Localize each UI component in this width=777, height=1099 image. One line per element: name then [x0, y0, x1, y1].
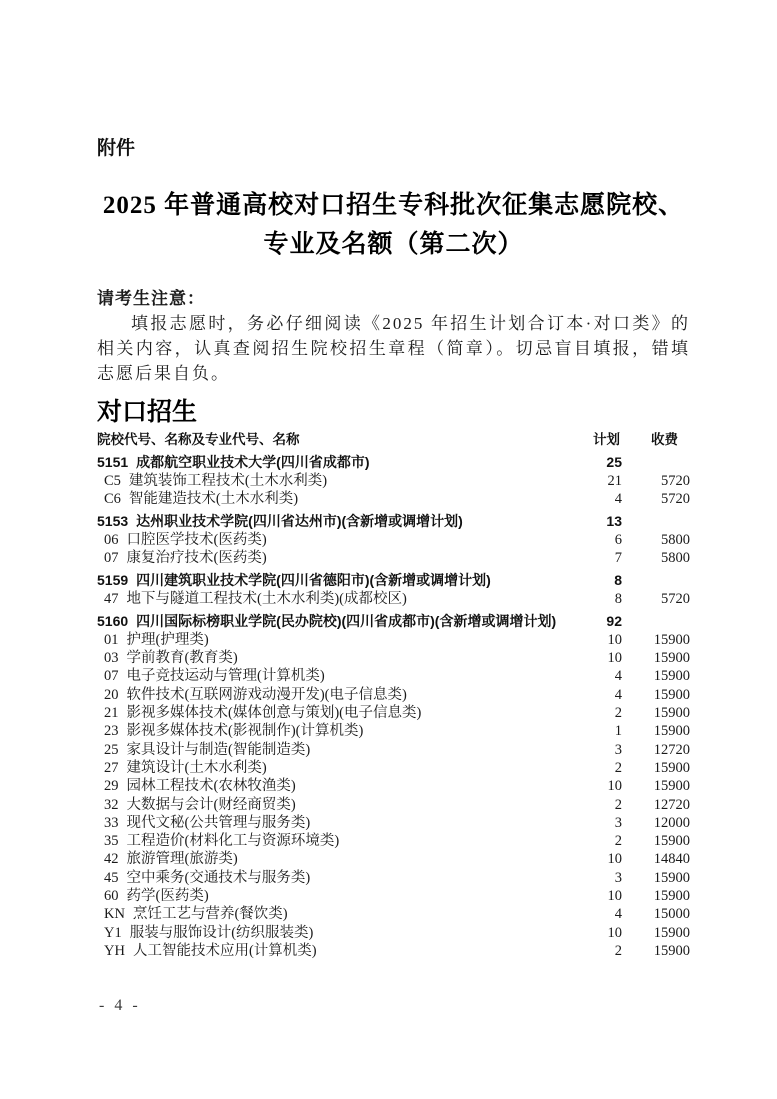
major-row	[97, 850, 690, 868]
major-row	[97, 796, 690, 814]
major-row	[97, 905, 690, 923]
school-row	[97, 612, 690, 631]
major-fee: 12720	[653, 796, 690, 813]
document-title	[97, 186, 690, 264]
major-name-cell	[97, 777, 574, 795]
major-name-cell	[97, 759, 574, 777]
school-row	[97, 512, 690, 531]
major-fee: 15900	[653, 924, 690, 941]
major-name-cell	[97, 942, 574, 960]
major-code: 45	[104, 869, 119, 886]
major-code: 32	[104, 796, 119, 813]
school-name: 四川国际标榜职业学院(民办院校)(四川省成都市)(含新增或调增计划)	[136, 613, 557, 630]
major-code: 60	[104, 888, 119, 905]
major-code: 47	[104, 590, 119, 607]
majors-list	[97, 631, 690, 960]
major-code: 27	[104, 759, 119, 776]
major-code: KN	[104, 906, 125, 923]
major-plan-count: 8	[614, 590, 622, 607]
major-name: 大数据与会计(财经商贸类)	[126, 796, 296, 813]
major-code: 07	[104, 550, 119, 567]
column-header-fee: 收费	[651, 432, 678, 447]
school-code: 5151	[97, 454, 129, 470]
major-name: 工程造价(材料化工与资源环境类)	[126, 833, 340, 850]
school-name: 达州职业技术学院(四川省达州市)(含新增或调增计划)	[136, 513, 463, 530]
major-plan-count: 10	[607, 631, 622, 648]
major-code: 29	[104, 778, 119, 795]
major-row	[97, 686, 690, 704]
major-row	[97, 741, 690, 759]
major-name-cell	[97, 704, 574, 722]
major-plan-count: 10	[607, 650, 622, 667]
major-fee: 5800	[661, 550, 690, 567]
column-header-name: 院校代号、名称及专业代号、名称	[97, 432, 300, 447]
school-name-cell	[97, 512, 574, 531]
major-row	[97, 722, 690, 740]
major-plan-count: 3	[614, 741, 622, 758]
major-name: 软件技术(互联网游戏动漫开发)(电子信息类)	[126, 686, 407, 703]
major-code: 35	[104, 833, 119, 850]
major-name: 旅游管理(旅游类)	[126, 851, 238, 868]
major-name-cell	[97, 686, 574, 704]
major-name: 口腔医学技术(医药类)	[126, 531, 267, 548]
major-fee: 15900	[653, 778, 690, 795]
major-fee: 15900	[653, 888, 690, 905]
school-name-cell	[97, 453, 574, 472]
major-name: 烹饪工艺与营养(餐饮类)	[132, 906, 288, 923]
major-name: 护理(护理类)	[126, 631, 209, 648]
major-plan-count: 10	[607, 851, 622, 868]
major-name-cell	[97, 869, 574, 887]
school-plan-count: 92	[606, 613, 622, 630]
major-code: 25	[104, 741, 119, 758]
major-code: 01	[104, 631, 119, 648]
major-name-cell	[97, 490, 574, 508]
majors-list	[97, 472, 690, 509]
major-name-cell	[97, 832, 574, 850]
title-line-1: 2025 年普通高校对口招生专科批次征集志愿院校、	[102, 192, 685, 219]
school-plan-count: 13	[606, 513, 622, 530]
major-fee: 12720	[653, 741, 690, 758]
candidate-notice	[97, 286, 690, 386]
major-plan-count: 2	[614, 942, 622, 959]
major-fee: 15900	[653, 686, 690, 703]
school-name: 成都航空职业技术大学(四川省成都市)	[136, 454, 370, 470]
major-name-cell	[97, 741, 574, 759]
admissions-table	[97, 432, 690, 960]
major-row	[97, 869, 690, 887]
column-header-plan: 计划	[593, 432, 620, 447]
major-row	[97, 832, 690, 850]
major-name: 影视多媒体技术(媒体创意与策划)(电子信息类)	[126, 705, 422, 722]
school-row	[97, 453, 690, 472]
major-fee: 14840	[653, 851, 690, 868]
major-code: 42	[104, 851, 119, 868]
major-row	[97, 759, 690, 777]
major-code: 33	[104, 814, 119, 831]
major-row	[97, 631, 690, 649]
major-name: 园林工程技术(农林牧渔类)	[126, 778, 296, 795]
major-plan-count: 3	[614, 869, 622, 886]
major-plan-count: 4	[614, 668, 622, 685]
major-name-cell	[97, 924, 574, 942]
major-code: 20	[104, 686, 119, 703]
major-name: 地下与隧道工程技术(土木水利类)(成都校区)	[126, 590, 407, 607]
major-name-cell	[97, 590, 574, 608]
major-name-cell	[97, 722, 574, 740]
school-code: 5159	[97, 572, 129, 589]
major-plan-count: 1	[614, 723, 622, 740]
major-row	[97, 704, 690, 722]
attachment-label: 附件	[97, 138, 136, 159]
majors-list	[97, 531, 690, 568]
major-row	[97, 649, 690, 667]
major-fee: 15900	[653, 869, 690, 886]
major-code: Y1	[104, 924, 122, 941]
notice-body: 填报志愿时，务必仔细阅读《2025 年招生计划合订本·对口类》的相关内容，认真查阅招生院校招生章程（简章）。切忌盲目填报，错填志愿后果自负。	[97, 314, 690, 383]
major-plan-count: 3	[614, 814, 622, 831]
major-fee: 15900	[653, 650, 690, 667]
major-name: 康复治疗技术(医药类)	[126, 550, 267, 567]
major-code: 23	[104, 723, 119, 740]
major-plan-count: 4	[614, 686, 622, 703]
major-plan-count: 6	[614, 531, 622, 548]
major-name: 家具设计与制造(智能制造类)	[126, 741, 311, 758]
major-name-cell	[97, 887, 574, 905]
major-name: 人工智能技术应用(计算机类)	[132, 942, 317, 959]
major-name: 服装与服饰设计(纺织服装类)	[129, 924, 314, 941]
major-name: 学前教育(教育类)	[126, 650, 238, 667]
major-fee: 12000	[653, 814, 690, 831]
major-fee: 5720	[661, 472, 690, 489]
majors-list	[97, 590, 690, 608]
major-name: 建筑设计(土木水利类)	[126, 759, 267, 776]
major-name: 空中乘务(交通技术与服务类)	[126, 869, 311, 886]
major-plan-count: 2	[614, 796, 622, 813]
major-code: 07	[104, 668, 119, 685]
major-name: 电子竞技运动与管理(计算机类)	[126, 668, 325, 685]
major-plan-count: 10	[607, 924, 622, 941]
major-code: C6	[104, 490, 121, 507]
major-fee: 15900	[653, 833, 690, 850]
major-name-cell	[97, 649, 574, 667]
major-row	[97, 490, 690, 508]
school-group	[97, 453, 690, 508]
major-fee: 15900	[653, 942, 690, 959]
major-fee: 15000	[653, 906, 690, 923]
school-group	[97, 612, 690, 960]
major-plan-count: 2	[614, 833, 622, 850]
major-code: 21	[104, 705, 119, 722]
major-row	[97, 924, 690, 942]
notice-heading: 请考生注意：	[97, 289, 205, 308]
major-fee: 5720	[661, 490, 690, 507]
major-code: 03	[104, 650, 119, 667]
major-row	[97, 531, 690, 549]
major-name: 影视多媒体技术(影视制作)(计算机类)	[126, 723, 364, 740]
major-name-cell	[97, 549, 574, 567]
major-fee: 15900	[653, 668, 690, 685]
major-fee: 5720	[661, 590, 690, 607]
school-name-cell	[97, 571, 574, 590]
school-row	[97, 571, 690, 590]
major-row	[97, 590, 690, 608]
major-row	[97, 667, 690, 685]
major-row	[97, 472, 690, 490]
major-plan-count: 2	[614, 759, 622, 776]
major-name-cell	[97, 531, 574, 549]
school-group	[97, 571, 690, 608]
major-fee: 5800	[661, 531, 690, 548]
major-name-cell	[97, 905, 574, 923]
major-name-cell	[97, 814, 574, 832]
major-row	[97, 887, 690, 905]
major-fee: 15900	[653, 631, 690, 648]
major-plan-count: 10	[607, 778, 622, 795]
major-plan-count: 4	[614, 906, 622, 923]
major-row	[97, 942, 690, 960]
major-name: 药学(医药类)	[126, 888, 209, 905]
school-plan-count: 25	[606, 454, 622, 470]
section-title: 对口招生	[97, 398, 198, 426]
major-name-cell	[97, 631, 574, 649]
school-name-cell	[97, 612, 574, 631]
major-row	[97, 814, 690, 832]
major-code: 06	[104, 531, 119, 548]
major-row	[97, 549, 690, 567]
major-name: 现代文秘(公共管理与服务类)	[126, 814, 311, 831]
major-name-cell	[97, 796, 574, 814]
school-name: 四川建筑职业技术学院(四川省德阳市)(含新增或调增计划)	[136, 572, 491, 589]
major-row	[97, 777, 690, 795]
table-header-row	[97, 432, 690, 447]
school-code: 5153	[97, 513, 129, 530]
major-name: 建筑装饰工程技术(土木水利类)	[128, 472, 328, 489]
major-code: C5	[104, 472, 121, 489]
major-fee: 15900	[653, 705, 690, 722]
major-name-cell	[97, 472, 574, 490]
major-name-cell	[97, 850, 574, 868]
major-plan-count: 21	[607, 472, 622, 489]
major-plan-count: 4	[614, 490, 622, 507]
major-code: YH	[104, 942, 125, 959]
school-group	[97, 512, 690, 567]
major-fee: 15900	[653, 759, 690, 776]
major-plan-count: 7	[614, 550, 622, 567]
page-number: - 4 -	[99, 997, 141, 1014]
major-name-cell	[97, 667, 574, 685]
title-line-2: 专业及名额（第二次）	[263, 231, 524, 258]
school-code: 5160	[97, 613, 129, 630]
school-plan-count: 8	[614, 572, 622, 589]
major-name: 智能建造技术(土木水利类)	[128, 490, 299, 507]
major-plan-count: 2	[614, 705, 622, 722]
major-plan-count: 10	[607, 888, 622, 905]
major-fee: 15900	[653, 723, 690, 740]
table-body	[97, 453, 690, 960]
